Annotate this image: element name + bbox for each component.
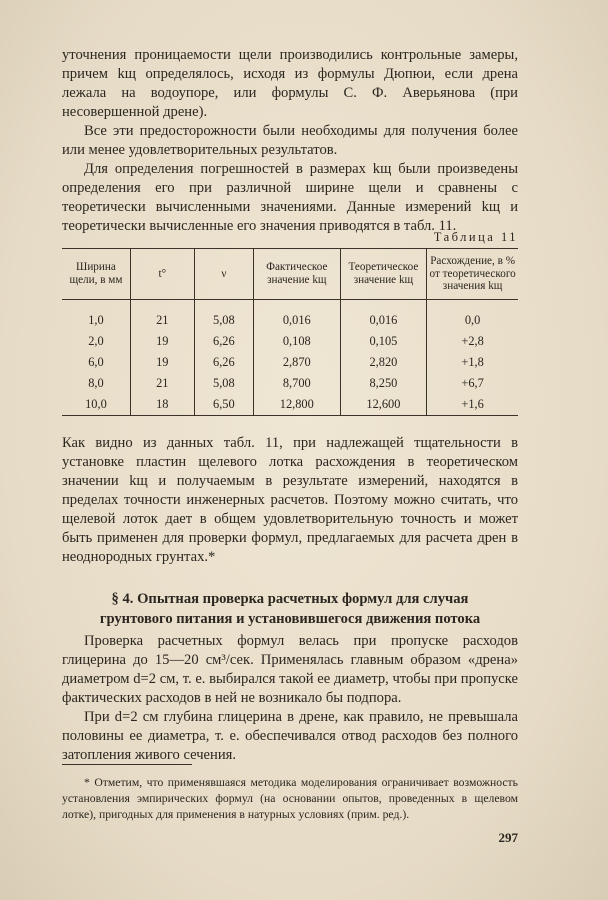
table-cell: 12,600 bbox=[340, 394, 427, 416]
paragraph-3: Для определения погрешностей в размерах kщ были произведены определения его при различной ширине щели и сравнены с теоретически вычисленными значениями. Данные измерений kщ и теоретически вычисленные его значения приводятся в табл. 11. bbox=[62, 161, 518, 234]
table-row bbox=[62, 299, 518, 331]
table-cell: 0,016 bbox=[340, 299, 427, 331]
section-heading-line-2: грунтового питания и установившегося движения потока bbox=[99, 611, 481, 627]
paragraph-2: Все эти предосторожности были необходимы для получения более или менее удовлетворительных результатов. bbox=[62, 123, 518, 158]
table-cell: 0,105 bbox=[340, 331, 427, 352]
table-cell: 2,0 bbox=[88, 333, 104, 348]
table-row bbox=[62, 394, 518, 416]
paragraph-4: Как видно из данных табл. 11, при надлежащей тщательности в установке пластин щелевого лотка расхождения в теоретическом значении kщ и получаемым в результате измерений, находятся в пределах точности инженерных расчетов. Поэтому можно считать, что щелевой лоток дает в общем удовлетворительную точность и может быть применен для проверки формул, предлагаемых для расчета дрен в неоднородных грунтах.* bbox=[62, 435, 518, 565]
section-heading-line-1: § 4. Опытная проверка расчетных формул для случая bbox=[111, 591, 469, 607]
table-cell: 19 bbox=[130, 352, 194, 373]
col-header: Теоретическое значение kщ bbox=[340, 249, 427, 300]
table-cell: 0,108 bbox=[253, 331, 340, 352]
text-block-bottom bbox=[62, 632, 518, 765]
footnote-divider bbox=[62, 764, 192, 765]
table-cell: +1,6 bbox=[427, 394, 518, 416]
table-row bbox=[62, 331, 518, 352]
table-cell: +1,8 bbox=[427, 352, 518, 373]
page-number: 297 bbox=[498, 830, 518, 845]
paragraph-5: Проверка расчетных формул велась при пропуске расходов глицерина до 15—20 см³/сек. Применялась главным образом «дрена» диаметром d=2 см, т. е. выбирался такой ее диаметр, чтобы при пропуске фактических расходов в ней не возникало бы подпора. bbox=[62, 633, 518, 706]
table-cell: 21 bbox=[130, 299, 194, 331]
col-header: t° bbox=[130, 249, 194, 300]
table-row bbox=[62, 373, 518, 394]
table-header-row bbox=[62, 249, 518, 300]
table-cell: 6,0 bbox=[88, 354, 104, 369]
table-cell: 5,08 bbox=[194, 299, 253, 331]
table-cell: 0,016 bbox=[253, 299, 340, 331]
table-cell: 2,870 bbox=[253, 352, 340, 373]
paragraph-6: При d=2 см глубина глицерина в дрене, как правило, не превышала половины ее диаметра, т. е. обеспечивался отвод расходов без полного затопления живого сечения. bbox=[62, 709, 518, 763]
table-cell: 6,26 bbox=[194, 352, 253, 373]
table-caption: Таблица 11 bbox=[433, 230, 518, 244]
text-block-top bbox=[62, 46, 518, 236]
col-header: Расхождение, в % от теоретического значения kщ bbox=[427, 249, 518, 300]
table-cell: 8,700 bbox=[253, 373, 340, 394]
footnote-text: * Отметим, что применявшаяся методика моделирования ограничивает возможность установления эмпирических формул (на основании опытов, проведенных в щелевом лотке), пригодных для применения в натурных условиях (прим. ред.). bbox=[62, 776, 518, 821]
table-cell: 21 bbox=[130, 373, 194, 394]
text-block-middle bbox=[62, 434, 518, 567]
table-cell: +6,7 bbox=[427, 373, 518, 394]
footnote-wrap bbox=[62, 775, 518, 823]
col-header: Фактическое значение kщ bbox=[253, 249, 340, 300]
col-header: Ширина щели, в мм bbox=[62, 249, 130, 300]
section-heading bbox=[62, 589, 518, 629]
table-cell: 6,26 bbox=[194, 331, 253, 352]
data-table bbox=[62, 248, 518, 416]
table-cell: 8,250 bbox=[340, 373, 427, 394]
table-cell: 8,0 bbox=[88, 375, 104, 390]
table-cell: 10,0 bbox=[62, 394, 130, 416]
table-cell: 5,08 bbox=[194, 373, 253, 394]
table-cell: 2,820 bbox=[340, 352, 427, 373]
table-cell: 19 bbox=[130, 331, 194, 352]
table-cell: +2,8 bbox=[427, 331, 518, 352]
table-cell: 12,800 bbox=[253, 394, 340, 416]
table-cell: 0,0 bbox=[427, 299, 518, 331]
table-cell: 1,0 bbox=[88, 312, 104, 327]
table-row bbox=[62, 352, 518, 373]
table-cell: 6,50 bbox=[194, 394, 253, 416]
col-header: ν bbox=[194, 249, 253, 300]
paragraph-1: уточнения проницаемости щели производились контрольные замеры, причем kщ определялось, исходя из формулы Дюпюи, если дрена лежала на водоупоре, или формулы С. Ф. Аверьянова (при несовершенной дрене). bbox=[62, 47, 518, 120]
table-cell: 18 bbox=[130, 394, 194, 416]
